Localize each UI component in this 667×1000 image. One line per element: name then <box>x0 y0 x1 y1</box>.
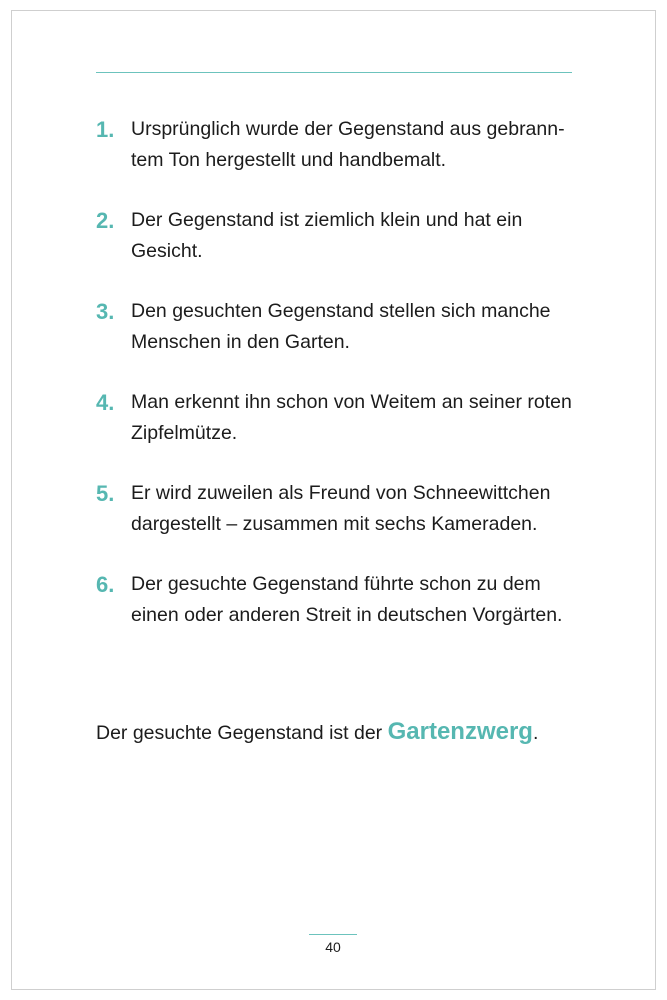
answer-suffix: . <box>532 722 539 744</box>
clue-number: 1. <box>96 117 115 142</box>
clue-line: einen oder anderen Streit in deutschen Vorgärten. <box>131 604 563 626</box>
clue-line: Der Gegenstand ist ziemlich klein und hat ein <box>131 209 523 231</box>
clue-line: tem Ton hergestellt und handbemalt. <box>131 149 447 171</box>
answer-prefix: Der gesuchte Gegenstand ist der <box>96 722 388 744</box>
clue-list <box>96 114 586 660</box>
clue-line: Menschen in den Garten. <box>131 331 350 353</box>
clue-line: Den gesuchten Gegenstand stellen sich manche <box>131 300 551 322</box>
clue-item-3 <box>96 296 586 358</box>
clue-item-2 <box>96 205 586 267</box>
clue-item-6 <box>96 569 586 631</box>
clue-item-5 <box>96 478 586 540</box>
clue-line: Der gesuchte Gegenstand führte schon zu dem <box>131 573 541 595</box>
clue-line: Er wird zuweilen als Freund von Schneewittchen <box>131 482 551 504</box>
page-number: 40 <box>325 939 341 955</box>
clue-line: dargestellt – zusammen mit sechs Kameraden. <box>131 513 538 535</box>
clue-line: Man erkennt ihn schon von Weitem an seiner roten <box>131 391 572 413</box>
footer-divider <box>309 934 357 935</box>
clue-number: 4. <box>96 390 115 415</box>
clue-line: Ursprünglich wurde der Gegenstand aus gebrann- <box>131 118 565 140</box>
clue-number: 3. <box>96 299 115 324</box>
clue-item-4 <box>96 387 586 449</box>
answer-word: Gartenzwerg <box>387 718 533 745</box>
answer-sentence <box>96 716 538 749</box>
clue-line: Zipfelmütze. <box>131 422 238 444</box>
clue-item-1 <box>96 114 586 176</box>
clue-number: 5. <box>96 481 115 506</box>
top-divider <box>96 72 572 73</box>
clue-number: 6. <box>96 572 115 597</box>
clue-line: Gesicht. <box>131 240 203 262</box>
clue-number: 2. <box>96 208 115 233</box>
